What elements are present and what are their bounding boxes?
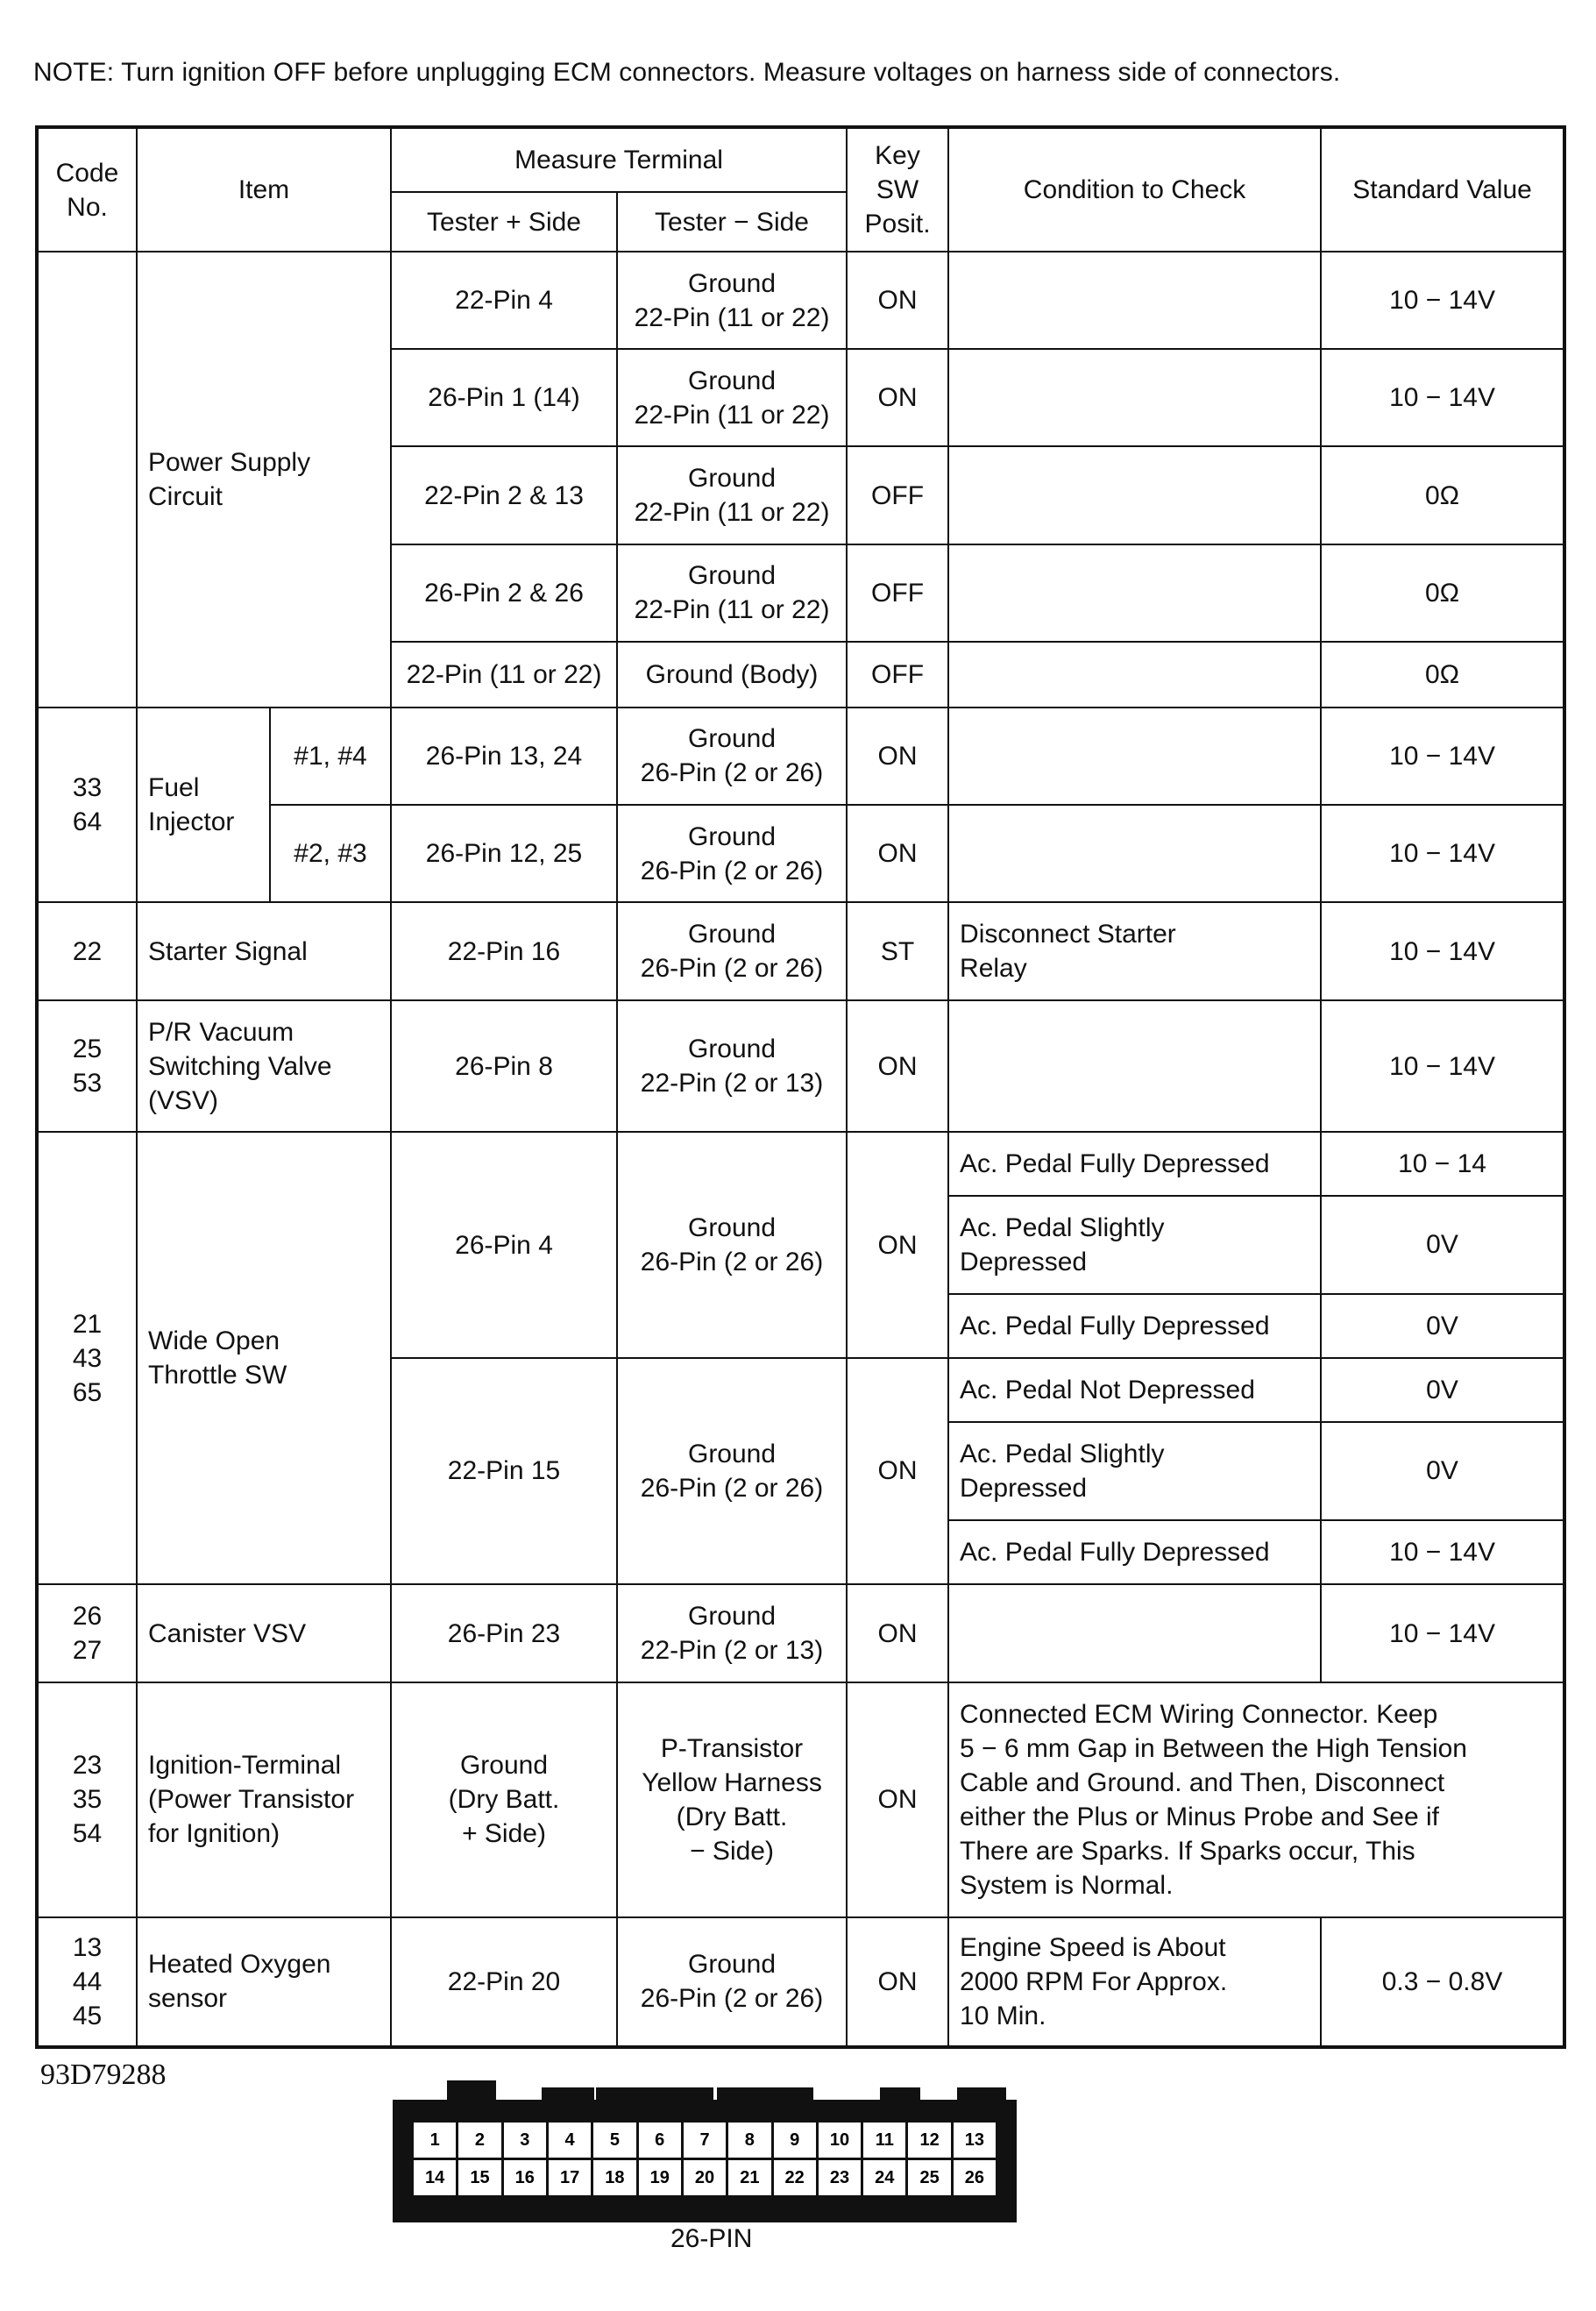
text-line: Wide Open bbox=[148, 1326, 280, 1356]
tester-minus-cell bbox=[617, 1358, 847, 1584]
pin-22: 22 bbox=[774, 2160, 816, 2195]
tester-minus-cell bbox=[617, 446, 847, 544]
text-line: Ground bbox=[687, 724, 777, 754]
text-line: System is Normal. bbox=[960, 1870, 1174, 1900]
value-cell: 0Ω bbox=[1321, 642, 1564, 708]
text-line: Ground bbox=[687, 1439, 777, 1468]
pin-8: 8 bbox=[728, 2123, 770, 2158]
text-line: Engine Speed is About bbox=[960, 1932, 1226, 1962]
item-cell bbox=[137, 708, 270, 902]
text-line: Relay bbox=[960, 954, 1027, 984]
pin-16: 16 bbox=[504, 2160, 546, 2195]
header-condition: Condition to Check bbox=[948, 127, 1321, 252]
text-line: (VSV) bbox=[148, 1085, 219, 1115]
text-line: for Ignition) bbox=[148, 1819, 280, 1849]
text-line: Ground bbox=[687, 1213, 777, 1243]
pin-17: 17 bbox=[549, 2160, 591, 2195]
text-line: Ground bbox=[687, 1950, 777, 1980]
text-line: 5 − 6 mm Gap in Between the High Tension bbox=[960, 1733, 1467, 1763]
pin-4: 4 bbox=[549, 2123, 591, 2158]
text-line: 26-Pin (2 or 26) bbox=[640, 856, 824, 885]
text-line: Ignition-Terminal bbox=[148, 1751, 342, 1781]
text-line: SW bbox=[876, 175, 919, 205]
text-line: 23 bbox=[72, 1751, 103, 1781]
table-row bbox=[37, 1132, 1564, 1195]
key-cell: ON bbox=[847, 252, 948, 349]
key-cell: ON bbox=[847, 1132, 948, 1357]
item-cell bbox=[137, 1682, 391, 1916]
tester-plus-cell: 26-Pin 4 bbox=[391, 1132, 617, 1357]
condition-cell bbox=[948, 708, 1321, 805]
text-line: Ac. Pedal Slightly bbox=[960, 1439, 1165, 1468]
text-line: Cable and Ground. and Then, Disconnect bbox=[960, 1767, 1445, 1797]
pin-row-bottom bbox=[414, 2160, 996, 2195]
pin-24: 24 bbox=[863, 2160, 905, 2195]
table-row bbox=[37, 708, 1564, 805]
header-standard-value: Standard Value bbox=[1321, 127, 1564, 252]
text-line: Ac. Pedal Fully Depressed bbox=[960, 1149, 1270, 1178]
text-line: Posit. bbox=[864, 210, 931, 239]
code-cell bbox=[37, 1000, 137, 1132]
text-line: either the Plus or Minus Probe and See if bbox=[960, 1802, 1440, 1831]
tester-minus-cell bbox=[617, 902, 847, 1000]
text-line: 13 bbox=[72, 1932, 103, 1962]
connector-label: 26-PIN bbox=[670, 2224, 753, 2253]
key-cell: ON bbox=[847, 1917, 948, 2047]
text-line: 26 bbox=[72, 1602, 103, 1632]
text-line: Code bbox=[55, 158, 119, 188]
pin-19: 19 bbox=[639, 2160, 681, 2195]
pin-20: 20 bbox=[684, 2160, 726, 2195]
text-line: 22-Pin (11 or 22) bbox=[634, 498, 830, 528]
text-line: Ground bbox=[687, 268, 777, 298]
text-line: Disconnect Starter bbox=[960, 920, 1176, 949]
text-line: Injector bbox=[148, 807, 235, 836]
text-line: 45 bbox=[72, 2001, 103, 2030]
pin-2: 2 bbox=[458, 2123, 500, 2158]
pin-18: 18 bbox=[593, 2160, 635, 2195]
text-line: Yellow Harness bbox=[642, 1767, 822, 1797]
tester-minus-cell bbox=[617, 252, 847, 349]
condition-cell bbox=[948, 1422, 1321, 1520]
key-cell: ON bbox=[847, 1584, 948, 1682]
condition-cell bbox=[948, 252, 1321, 349]
item-cell bbox=[137, 1000, 391, 1132]
text-line: 2000 RPM For Approx. bbox=[960, 1966, 1228, 1996]
condition-cell bbox=[948, 1917, 1321, 2047]
text-line: 65 bbox=[72, 1377, 103, 1407]
tester-plus-cell: 26-Pin 1 (14) bbox=[391, 349, 617, 446]
text-line: Ground (Body) bbox=[645, 659, 819, 689]
text-line: Ground bbox=[459, 1751, 549, 1781]
tester-minus-cell bbox=[617, 1000, 847, 1132]
text-line: 26-Pin (2 or 26) bbox=[640, 758, 824, 788]
text-line: Depressed bbox=[960, 1247, 1088, 1276]
value-cell: 0Ω bbox=[1321, 544, 1564, 642]
value-cell: 0V bbox=[1321, 1294, 1564, 1358]
pin-25: 25 bbox=[908, 2160, 950, 2195]
text-line: Connected ECM Wiring Connector. Keep bbox=[960, 1699, 1438, 1729]
tester-minus-cell bbox=[617, 1682, 847, 1916]
value-cell: 10 − 14V bbox=[1321, 805, 1564, 902]
value-cell: 10 − 14 bbox=[1321, 1132, 1564, 1195]
value-cell: 0Ω bbox=[1321, 446, 1564, 544]
text-line: (Power Transistor bbox=[148, 1785, 355, 1815]
text-line: 22-Pin (2 or 13) bbox=[640, 1636, 824, 1666]
value-cell: 0.3 − 0.8V bbox=[1321, 1917, 1564, 2047]
header-item: Item bbox=[137, 127, 391, 252]
value-cell: 10 − 14V bbox=[1321, 902, 1564, 1000]
key-cell: OFF bbox=[847, 446, 948, 544]
text-line: Throttle SW bbox=[148, 1361, 287, 1390]
text-line: Ac. Pedal Fully Depressed bbox=[960, 1311, 1270, 1340]
text-line: 54 bbox=[72, 1819, 103, 1849]
item-cell bbox=[137, 1917, 391, 2047]
condition-cell bbox=[948, 349, 1321, 446]
text-line: Ac. Pedal Not Depressed bbox=[960, 1375, 1255, 1404]
tester-minus-cell bbox=[617, 1132, 847, 1357]
item-cell bbox=[137, 252, 391, 708]
code-cell bbox=[37, 1917, 137, 2047]
text-line: Switching Valve bbox=[148, 1051, 332, 1081]
code-cell bbox=[37, 1682, 137, 1916]
header-key-sw bbox=[847, 127, 948, 252]
table-row bbox=[37, 252, 1564, 349]
table-row bbox=[37, 1584, 1564, 1682]
tester-minus-cell bbox=[617, 1917, 847, 2047]
text-line: Depressed bbox=[960, 1473, 1088, 1503]
header-tester-plus: Tester + Side bbox=[391, 192, 617, 252]
text-line: Ground bbox=[687, 1602, 777, 1632]
ecm-terminal-table bbox=[35, 125, 1566, 2049]
text-line: Fuel bbox=[148, 772, 200, 802]
value-cell: 0V bbox=[1321, 1196, 1564, 1294]
condition-cell bbox=[948, 1358, 1321, 1422]
text-line: 22-Pin (11 or 22) bbox=[634, 400, 830, 430]
tester-plus-cell: 22-Pin 20 bbox=[391, 1917, 617, 2047]
key-cell: ON bbox=[847, 805, 948, 902]
pin-6: 6 bbox=[639, 2123, 681, 2158]
value-cell: 10 − 14V bbox=[1321, 708, 1564, 805]
text-line: sensor bbox=[148, 1984, 228, 2014]
text-line: Ac. Pedal Fully Depressed bbox=[960, 1538, 1270, 1568]
table-row bbox=[37, 1917, 1564, 2047]
condition-cell bbox=[948, 1196, 1321, 1294]
value-cell: 10 − 14V bbox=[1321, 349, 1564, 446]
pin-10: 10 bbox=[819, 2123, 861, 2158]
key-cell: OFF bbox=[847, 544, 948, 642]
table-row bbox=[37, 1682, 1564, 1916]
text-line: − Side) bbox=[690, 1836, 774, 1866]
text-line: Circuit bbox=[148, 482, 223, 511]
item-cell bbox=[137, 1584, 391, 1682]
code-cell bbox=[37, 1584, 137, 1682]
text-line: 22-Pin (11 or 22) bbox=[634, 302, 830, 332]
document-id: 93D79288 bbox=[40, 2059, 167, 2091]
text-line: 27 bbox=[72, 1636, 103, 1666]
text-line: 26-Pin (2 or 26) bbox=[640, 954, 824, 984]
text-line: 22 bbox=[72, 936, 103, 966]
condition-cell bbox=[948, 1000, 1321, 1132]
code-cell bbox=[37, 1132, 137, 1584]
pin-row-top bbox=[414, 2123, 996, 2158]
text-line: 44 bbox=[72, 1966, 103, 1996]
text-line: P-Transistor bbox=[660, 1733, 804, 1763]
text-line: 26-Pin (2 or 26) bbox=[640, 1984, 824, 2014]
text-line: Ground bbox=[687, 561, 777, 591]
text-line: Ground bbox=[687, 1035, 777, 1064]
condition-cell bbox=[948, 544, 1321, 642]
text-line: 22-Pin (11 or 22) bbox=[634, 595, 830, 625]
table-row bbox=[37, 902, 1564, 1000]
item-cell bbox=[137, 902, 391, 1000]
text-line: (Dry Batt. bbox=[448, 1785, 560, 1815]
text-line: 25 bbox=[72, 1035, 103, 1064]
tester-plus-cell: 26-Pin 23 bbox=[391, 1584, 617, 1682]
key-cell: ON bbox=[847, 1358, 948, 1584]
pin-11: 11 bbox=[863, 2123, 905, 2158]
tester-plus-cell: 22-Pin 4 bbox=[391, 252, 617, 349]
text-line: (Dry Batt. bbox=[676, 1802, 788, 1831]
pin-15: 15 bbox=[458, 2160, 500, 2195]
text-line: No. bbox=[67, 192, 108, 222]
text-line: Power Supply bbox=[148, 448, 311, 477]
tester-minus-cell bbox=[617, 708, 847, 805]
note-text: NOTE: Turn ignition OFF before unplugging ECM connectors. Measure voltages on harness side of connectors. bbox=[33, 58, 1341, 87]
pin-21: 21 bbox=[728, 2160, 770, 2195]
connector-diagram bbox=[393, 2080, 1017, 2222]
pin-5: 5 bbox=[593, 2123, 635, 2158]
code-cell bbox=[37, 708, 137, 902]
condition-cell bbox=[948, 1584, 1321, 1682]
header-measure-terminal: Measure Terminal bbox=[391, 127, 847, 192]
condition-cell bbox=[948, 1520, 1321, 1584]
pin-14: 14 bbox=[414, 2160, 456, 2195]
value-cell: 10 − 14V bbox=[1321, 1520, 1564, 1584]
tester-plus-cell: 26-Pin 13, 24 bbox=[391, 708, 617, 805]
value-cell: 0V bbox=[1321, 1358, 1564, 1422]
text-line: Heated Oxygen bbox=[148, 1950, 331, 1980]
pin-23: 23 bbox=[819, 2160, 861, 2195]
tester-plus-cell: 26-Pin 12, 25 bbox=[391, 805, 617, 902]
text-line: 10 Min. bbox=[960, 2001, 1046, 2030]
item-cell bbox=[137, 1132, 391, 1584]
pin-3: 3 bbox=[504, 2123, 546, 2158]
condition-cell bbox=[948, 1294, 1321, 1358]
text-line: 43 bbox=[72, 1343, 103, 1373]
condition-cell bbox=[948, 1132, 1321, 1195]
pin-1: 1 bbox=[414, 2123, 456, 2158]
key-cell: ON bbox=[847, 349, 948, 446]
header-code bbox=[37, 127, 137, 252]
tester-minus-cell bbox=[617, 805, 847, 902]
text-line: + Side) bbox=[462, 1819, 546, 1849]
pin-grid bbox=[414, 2123, 996, 2198]
tester-plus-cell: 22-Pin 2 & 13 bbox=[391, 446, 617, 544]
tester-plus-cell bbox=[391, 1682, 617, 1916]
tester-plus-cell: 22-Pin 15 bbox=[391, 1358, 617, 1584]
code-cell bbox=[37, 902, 137, 1000]
text-line: Ground bbox=[687, 366, 777, 395]
text-line: Ground bbox=[687, 464, 777, 494]
pin-12: 12 bbox=[908, 2123, 950, 2158]
text-line: Ac. Pedal Slightly bbox=[960, 1212, 1165, 1242]
text-line: Canister VSV bbox=[148, 1618, 307, 1648]
text-line: 53 bbox=[72, 1069, 103, 1099]
tester-plus-cell: 26-Pin 2 & 26 bbox=[391, 544, 617, 642]
condition-cell bbox=[948, 805, 1321, 902]
sub-item-cell: #1, #4 bbox=[270, 708, 391, 805]
text-line: 26-Pin (2 or 26) bbox=[640, 1473, 824, 1503]
tester-minus-cell bbox=[617, 642, 847, 708]
pin-13: 13 bbox=[954, 2123, 996, 2158]
value-cell: 10 − 14V bbox=[1321, 1000, 1564, 1132]
sub-item-cell: #2, #3 bbox=[270, 805, 391, 902]
text-line: 35 bbox=[72, 1785, 103, 1815]
text-line: Starter Signal bbox=[148, 936, 308, 966]
table-row bbox=[37, 1000, 1564, 1132]
text-line: 26-Pin (2 or 26) bbox=[640, 1248, 824, 1277]
condition-cell bbox=[948, 902, 1321, 1000]
code-cell bbox=[37, 252, 137, 708]
pin-7: 7 bbox=[684, 2123, 726, 2158]
text-line: 21 bbox=[72, 1309, 103, 1339]
text-line: 33 bbox=[72, 772, 103, 802]
condition-cell bbox=[948, 1682, 1564, 1916]
value-cell: 10 − 14V bbox=[1321, 252, 1564, 349]
tester-plus-cell: 26-Pin 8 bbox=[391, 1000, 617, 1132]
tester-minus-cell bbox=[617, 544, 847, 642]
tester-minus-cell bbox=[617, 1584, 847, 1682]
text-line: Key bbox=[875, 141, 920, 171]
text-line: 22-Pin (2 or 13) bbox=[640, 1069, 824, 1099]
value-cell: 0V bbox=[1321, 1422, 1564, 1520]
text-line: Ground bbox=[687, 920, 777, 949]
text-line: There are Sparks. If Sparks occur, This bbox=[960, 1836, 1415, 1866]
text-line: P/R Vacuum bbox=[148, 1017, 294, 1047]
key-cell: OFF bbox=[847, 642, 948, 708]
key-cell: ST bbox=[847, 902, 948, 1000]
tester-plus-cell: 22-Pin (11 or 22) bbox=[391, 642, 617, 708]
pin-26: 26 bbox=[954, 2160, 996, 2195]
key-cell: ON bbox=[847, 1682, 948, 1916]
condition-cell bbox=[948, 446, 1321, 544]
text-line: 64 bbox=[72, 807, 103, 836]
tester-plus-cell: 22-Pin 16 bbox=[391, 902, 617, 1000]
value-cell: 10 − 14V bbox=[1321, 1584, 1564, 1682]
key-cell: ON bbox=[847, 708, 948, 805]
text-line: Ground bbox=[687, 821, 777, 851]
tester-minus-cell bbox=[617, 349, 847, 446]
condition-cell bbox=[948, 642, 1321, 708]
pin-9: 9 bbox=[774, 2123, 816, 2158]
key-cell: ON bbox=[847, 1000, 948, 1132]
header-tester-minus: Tester − Side bbox=[617, 192, 847, 252]
